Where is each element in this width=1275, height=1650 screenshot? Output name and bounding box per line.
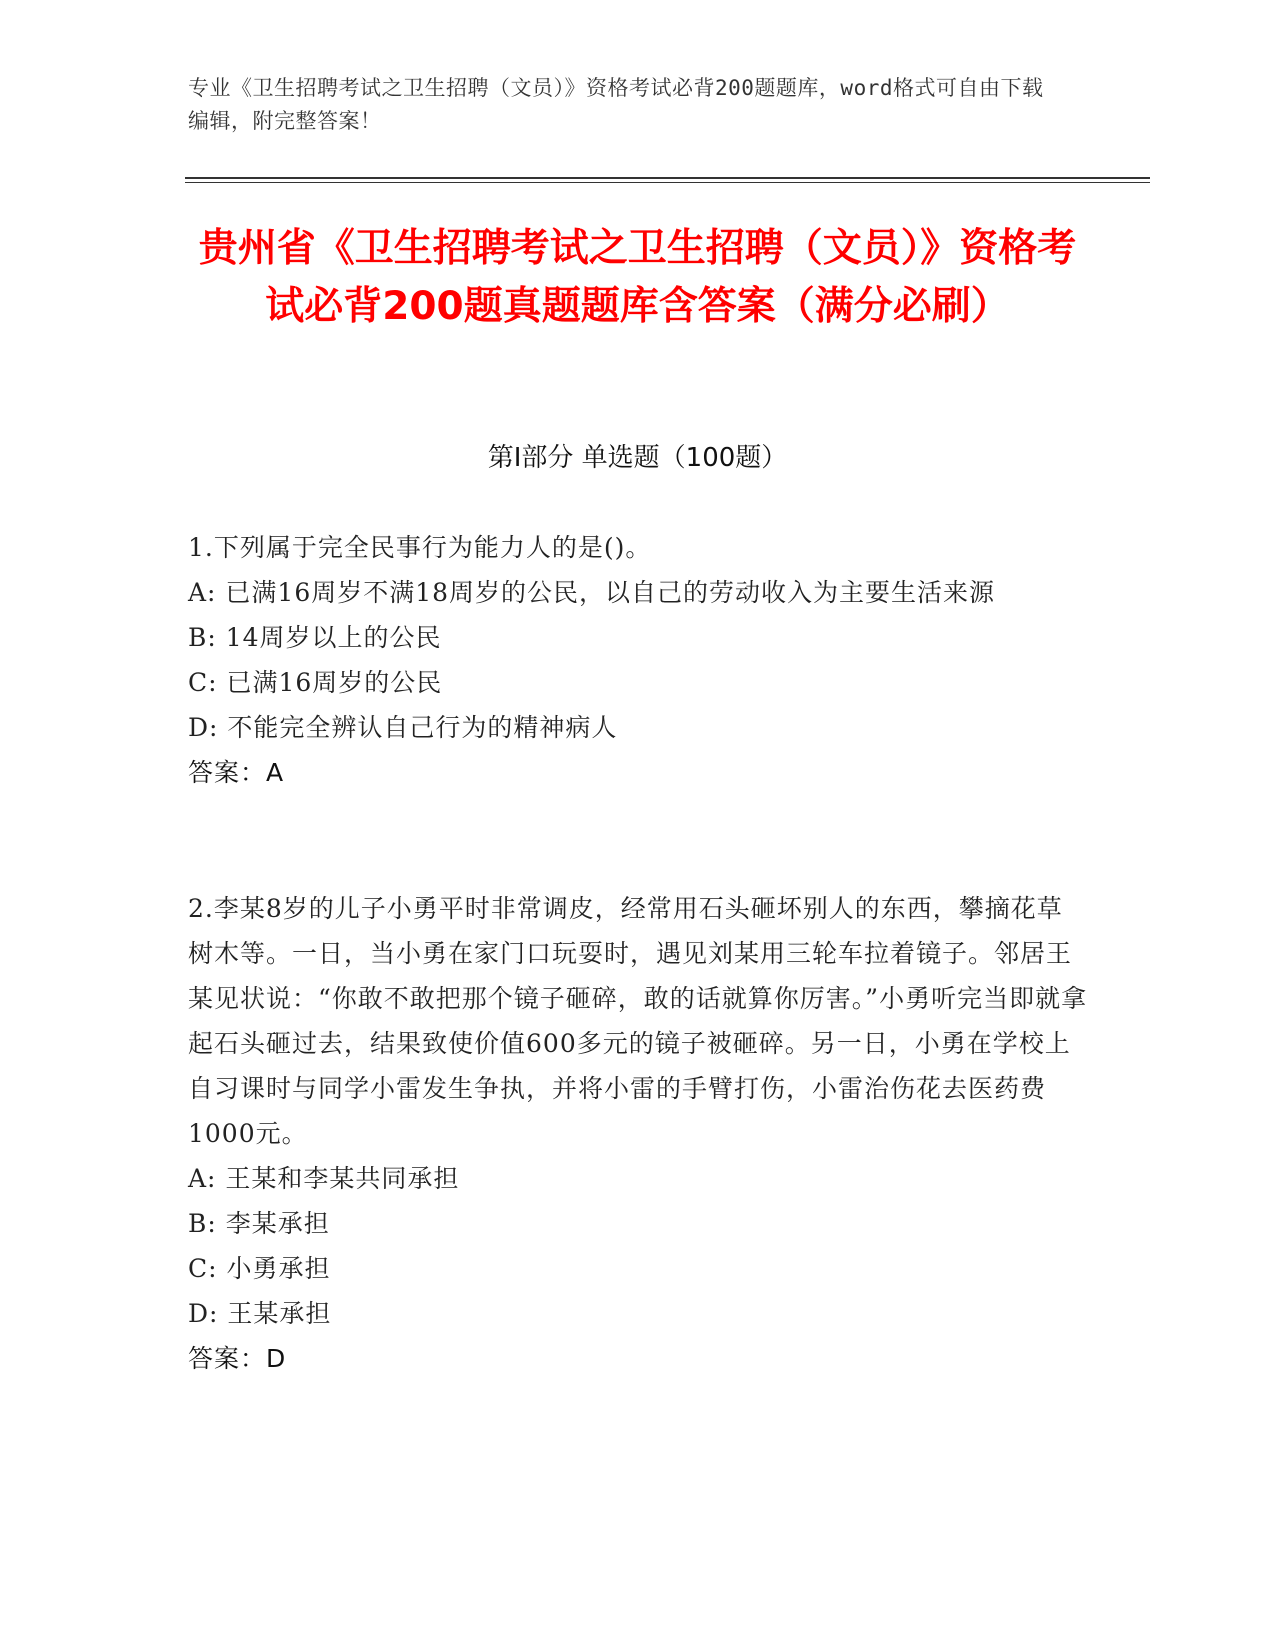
option-a: A: 已满16周岁不满18周岁的公民，以自己的劳动收入为主要生活来源	[188, 578, 996, 607]
document-title: 贵州省《卫生招聘考试之卫生招聘（文员）》资格考试必背200题真题题库含答案（满分必刷）	[198, 226, 1077, 329]
answer-label: 答案：A	[188, 758, 285, 787]
option-d: D: 不能完全辨认自己行为的精神病人	[188, 713, 618, 742]
question-text: 2.李某8岁的儿子小勇平时非常调皮，经常用石头砸坏别人的东西，攀摘花草树木等。一日，当小勇在家门口玩耍时，遇见刘某用三轮车拉着镜子。邻居王某见状说：“你敢不敢把那个镜子砸碎，敢的话就算你厉害。”小勇听完当即就拿起石头砸过去，结果致使价值600多元的镜子被砸碎。另一日，小勇在学校上自习课时与同学小雷发生争执，并将小雷的手臂打伤，小雷治伤花去医药费1000元。	[188, 894, 1088, 1148]
header-divider-thin	[185, 182, 1150, 183]
option-b: B: 14周岁以上的公民	[188, 623, 442, 652]
option-c: C: 已满16周岁的公民	[188, 668, 443, 697]
section-heading: 第Ⅰ部分 单选题（100题）	[487, 443, 788, 473]
option-c: C: 小勇承担	[188, 1254, 331, 1283]
header-note: 专业《卫生招聘考试之卫生招聘（文员）》资格考试必背200题题库，word格式可自由下载编辑，附完整答案！	[188, 76, 1044, 133]
option-a: A: 王某和李某共同承担	[188, 1164, 460, 1193]
option-d: D: 王某承担	[188, 1299, 332, 1328]
option-b: B: 李某承担	[188, 1209, 330, 1238]
question-text: 1.下列属于完全民事行为能力人的是()。	[188, 533, 652, 562]
question-block	[188, 886, 1088, 1381]
question-block	[188, 525, 1088, 795]
header-divider-thick	[185, 177, 1150, 179]
answer-label: 答案：D	[188, 1344, 287, 1373]
